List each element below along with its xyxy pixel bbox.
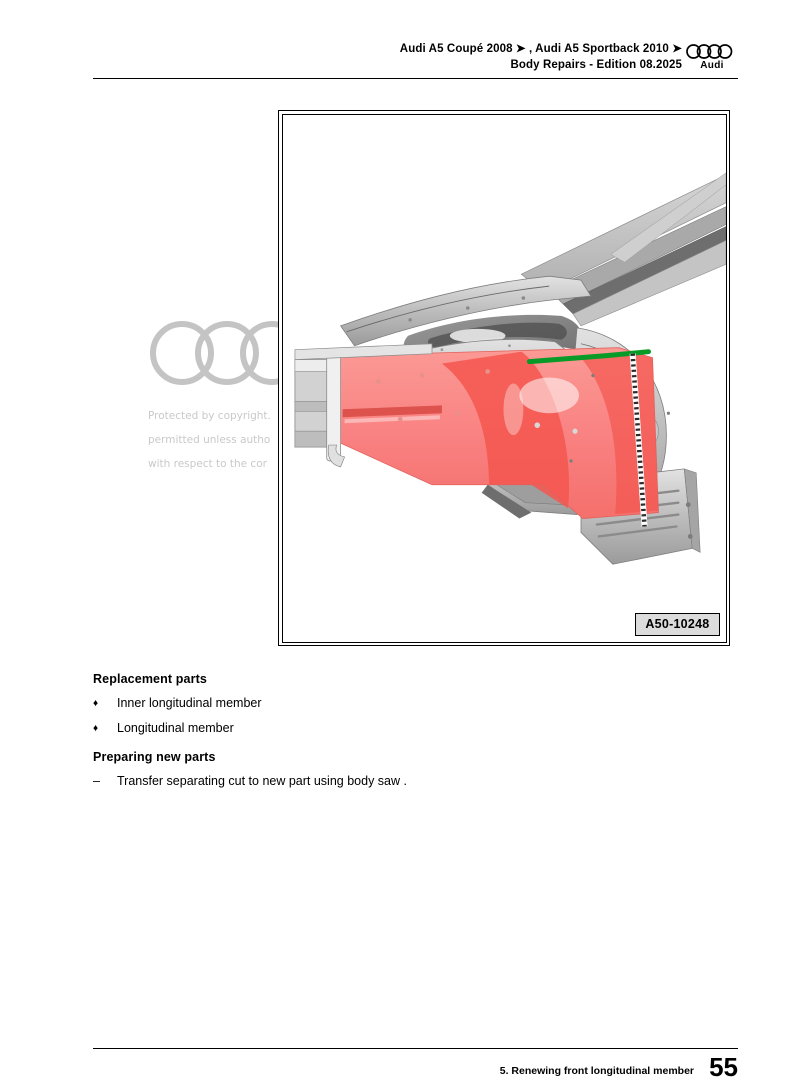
header-title-line-2: Body Repairs - Edition 08.2025 bbox=[510, 58, 682, 71]
footer-divider bbox=[93, 1048, 738, 1049]
figure-id-label: A50-10248 bbox=[635, 613, 719, 636]
audi-four-rings-icon bbox=[686, 43, 738, 60]
watermark-line-1: Protected by copyright. bbox=[148, 410, 271, 422]
list-item bbox=[93, 721, 693, 736]
page-footer bbox=[93, 1052, 738, 1086]
header-title-block bbox=[400, 42, 682, 73]
watermark-line-3: with respect to the cor bbox=[148, 458, 267, 470]
list-item bbox=[93, 696, 693, 711]
diamond-bullet-icon: ♦ bbox=[93, 698, 99, 709]
header-divider bbox=[93, 78, 738, 79]
list-item-label: Transfer separating cut to new part using body saw . bbox=[117, 774, 407, 788]
section-heading-preparing-new-parts: Preparing new parts bbox=[93, 750, 216, 764]
page-content bbox=[93, 672, 693, 799]
footer-section-title: 5. Renewing front longitudinal member bbox=[499, 1065, 694, 1077]
figure-inner-border bbox=[282, 114, 727, 643]
page-header bbox=[93, 42, 738, 78]
diamond-bullet-icon: ♦ bbox=[93, 723, 99, 734]
list-item-label: Longitudinal member bbox=[117, 721, 234, 735]
section-heading-replacement-parts: Replacement parts bbox=[93, 672, 207, 686]
page-number: 55 bbox=[709, 1052, 738, 1082]
watermark-line-2: permitted unless autho bbox=[148, 434, 271, 446]
audi-logo bbox=[686, 43, 738, 73]
figure-frame bbox=[278, 110, 730, 646]
dash-bullet-icon: – bbox=[93, 774, 100, 788]
audi-wordmark: Audi bbox=[700, 60, 724, 71]
list-item bbox=[93, 774, 693, 789]
header-title-line-1: Audi A5 Coupé 2008 ➤ , Audi A5 Sportback 2010 ➤ bbox=[399, 43, 682, 55]
body-structure-illustration bbox=[283, 115, 726, 642]
list-item-label: Inner longitudinal member bbox=[117, 696, 262, 710]
